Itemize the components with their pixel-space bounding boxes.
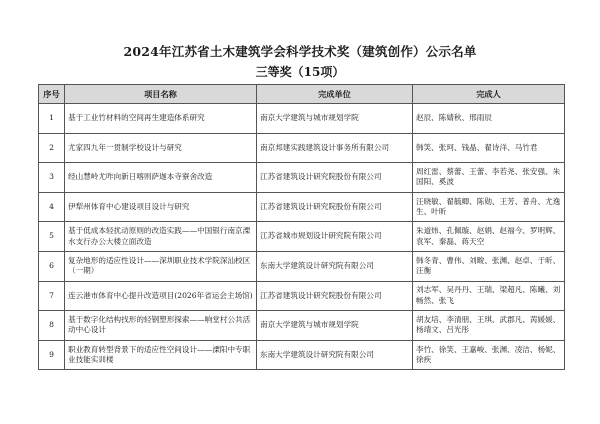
cell-people: 汪晓敏、翟毓卿、陈勋、王芳、普舟、尤逸生、叶昕	[413, 192, 565, 222]
cell-unit: 南京大学建筑与城市规划学院	[257, 104, 413, 134]
table-row	[39, 192, 565, 222]
cell-project-name: 伊犁州体育中心建设项目设计与研究	[65, 192, 257, 222]
cell-people: 胡友培、李清朋、王琪、武郡凡、苪媛媛、杨靖文、吕光彤	[413, 311, 565, 341]
cell-project-name: 复杂地形的适应性设计——深圳职业技术学院深汕校区（一期）	[65, 251, 257, 281]
cell-people: 韩冬青、曹伟、刘畯、张渊、赵卓、于昕、汪衡	[413, 251, 565, 281]
cell-people: 李竹、徐笑、王嘉峻、张渊、凌洁、杨妮、徐疾	[413, 340, 565, 370]
cell-project-name: 职业教育转型背景下的适应性空间设计——溧阳中专职业技能实训楼	[65, 340, 257, 370]
cell-unit: 江苏省建筑设计研究院股份有限公司	[257, 163, 413, 193]
header-project-name: 项目名称	[65, 85, 257, 104]
cell-project-name: 基于数字化结构找形的轻钢塑形探索——响堂村公共活动中心设计	[65, 311, 257, 341]
table-row	[39, 222, 565, 252]
cell-seq: 6	[39, 251, 65, 281]
cell-seq: 5	[39, 222, 65, 252]
table-row	[39, 311, 565, 341]
cell-people: 韩笑、张珂、钱晶、翟诗洋、马竹君	[413, 133, 565, 163]
cell-seq: 8	[39, 311, 65, 341]
cell-unit: 东南大学建筑设计研究院有限公司	[257, 340, 413, 370]
table-row	[39, 133, 565, 163]
header-seq: 序号	[39, 85, 65, 104]
cell-project-name: 尤家四九年一贯制学校设计与研究	[65, 133, 257, 163]
table-row	[39, 281, 565, 311]
cell-project-name: 基于工业竹材料的空间再生建造体系研究	[65, 104, 257, 134]
table-header-row	[39, 85, 565, 104]
cell-unit: 东南大学建筑设计研究院有限公司	[257, 251, 413, 281]
cell-unit: 江苏省城市规划设计研究院有限公司	[257, 222, 413, 252]
table-row	[39, 340, 565, 370]
cell-project-name: 经山慧岭尤咋向新日喀则萨迦本寺寮舍改造	[65, 163, 257, 193]
table-row	[39, 104, 565, 134]
header-unit: 完成单位	[257, 85, 413, 104]
cell-people: 朱道炜、孔佩璇、赵娟、赵福今、罗明辉、袁军、秦磊、蒋天空	[413, 222, 565, 252]
cell-people: 周红雷、蔡蕾、王蕾、李若尧、张安强、朱国阳、奚波	[413, 163, 565, 193]
table-row	[39, 163, 565, 193]
document-title: 2024年江苏省土木建筑学会科学技术奖（建筑创作）公示名单	[123, 44, 477, 59]
cell-seq: 7	[39, 281, 65, 311]
header-people: 完成人	[413, 85, 565, 104]
cell-seq: 3	[39, 163, 65, 193]
table-row	[39, 251, 565, 281]
awards-table	[38, 84, 565, 370]
cell-seq: 1	[39, 104, 65, 134]
cell-seq: 9	[39, 340, 65, 370]
cell-people: 赵辰、陈婧秋、邢雨辰	[413, 104, 565, 134]
cell-people: 刘志军、吴丹丹、王瑞、梁超凡、陈曦、刘畅然、张飞	[413, 281, 565, 311]
cell-seq: 2	[39, 133, 65, 163]
cell-project-name: 连云港市体育中心提升改造项目(2026年省运会主场馆)	[65, 281, 257, 311]
cell-unit: 江苏省建筑设计研究院股份有限公司	[257, 192, 413, 222]
cell-unit: 南京大学建筑与城市规划学院	[257, 311, 413, 341]
cell-unit: 南京邦建实践建筑设计事务所有限公司	[257, 133, 413, 163]
document-subtitle: 三等奖（15项）	[255, 65, 345, 79]
cell-project-name: 基于低成本轻扰动原则的改造实践——中国银行南京溧水支行办公大楼立面改造	[65, 222, 257, 252]
cell-unit: 江苏省建筑设计研究院股份有限公司	[257, 281, 413, 311]
cell-seq: 4	[39, 192, 65, 222]
